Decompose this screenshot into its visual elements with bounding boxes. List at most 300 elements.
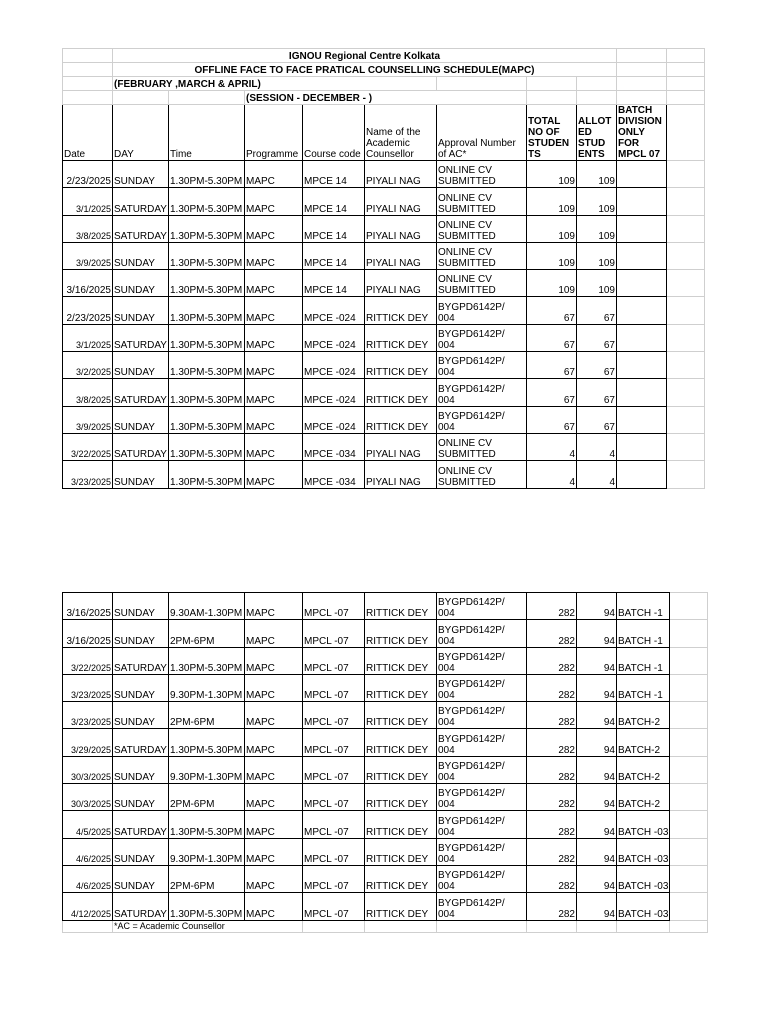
total-students-cell: 109 xyxy=(527,270,577,297)
header-session: (SESSION - DECEMBER - ) xyxy=(245,91,527,105)
programme-cell: MAPC xyxy=(245,865,303,892)
col-header-day: DAY xyxy=(113,105,169,161)
empty-cell xyxy=(667,379,705,406)
empty-cell xyxy=(667,242,705,269)
day-cell: SATURDAY xyxy=(113,433,169,460)
counsellor-cell: PIYALI NAG xyxy=(365,270,437,297)
day-cell: SUNDAY xyxy=(113,838,169,865)
counsellor-cell: RITTICK DEY xyxy=(365,647,437,674)
time-cell: 1.30PM-5.30PM xyxy=(169,433,245,460)
approval-line-1: BYGPD6142P/ xyxy=(438,651,505,663)
time-cell: 1.30PM-5.30PM xyxy=(169,406,245,433)
batch-cell xyxy=(617,461,667,488)
time-cell: 2PM-6PM xyxy=(169,865,245,892)
counsellor-cell: PIYALI NAG xyxy=(365,188,437,215)
approval-line-1: BYGPD6142P/ xyxy=(438,383,505,395)
approval-line-2: SUBMITTED xyxy=(438,176,496,188)
date-cell: 3/16/2025 xyxy=(63,593,113,620)
time-cell: 1.30PM-5.30PM xyxy=(169,215,245,242)
counsellor-cell: PIYALI NAG xyxy=(365,242,437,269)
date-cell: 3/1/2025 xyxy=(63,324,113,351)
total-students-cell: 282 xyxy=(527,838,577,865)
date-cell: 3/9/2025 xyxy=(63,406,113,433)
approval-cell xyxy=(437,756,527,783)
batch-cell xyxy=(617,161,667,188)
date-cell: 3/8/2025 xyxy=(63,379,113,406)
allotted-students-cell: 109 xyxy=(577,188,617,215)
approval-cell xyxy=(437,784,527,811)
day-cell: SUNDAY xyxy=(113,270,169,297)
total-students-cell: 282 xyxy=(527,729,577,756)
table-row xyxy=(63,729,708,756)
allotted-students-cell: 94 xyxy=(577,838,617,865)
total-students-cell: 282 xyxy=(527,811,577,838)
col-header-allotted: ALLOT ED STUD ENTS xyxy=(577,105,617,161)
course-code-cell: MPCE -024 xyxy=(303,297,365,324)
approval-cell xyxy=(437,297,527,324)
schedule-table-1 xyxy=(62,48,705,489)
day-cell: SUNDAY xyxy=(113,406,169,433)
approval-line-2: 004 xyxy=(438,312,455,324)
total-students-cell: 67 xyxy=(527,379,577,406)
day-cell: SATURDAY xyxy=(113,729,169,756)
approval-cell xyxy=(437,242,527,269)
counsellor-cell: RITTICK DEY xyxy=(365,379,437,406)
time-cell: 1.30PM-5.30PM xyxy=(169,729,245,756)
counsellor-cell: RITTICK DEY xyxy=(365,865,437,892)
time-cell: 1.30PM-5.30PM xyxy=(169,893,245,920)
time-cell: 9.30AM-1.30PM xyxy=(169,593,245,620)
total-students-cell: 67 xyxy=(527,406,577,433)
empty-cell xyxy=(667,324,705,351)
approval-cell xyxy=(437,161,527,188)
counsellor-cell: PIYALI NAG xyxy=(365,215,437,242)
total-students-cell: 109 xyxy=(527,242,577,269)
table-row xyxy=(63,297,705,324)
empty-cell xyxy=(667,270,705,297)
time-cell: 9.30PM-1.30PM xyxy=(169,756,245,783)
time-cell: 9.30PM-1.30PM xyxy=(169,674,245,701)
counsellor-cell: PIYALI NAG xyxy=(365,161,437,188)
empty-cell xyxy=(670,702,708,729)
programme-cell: MAPC xyxy=(245,674,303,701)
day-cell: SATURDAY xyxy=(113,811,169,838)
allotted-students-cell: 94 xyxy=(577,784,617,811)
batch-cell: BATCH -1 xyxy=(617,593,670,620)
approval-line-2: SUBMITTED xyxy=(438,258,496,270)
programme-cell: MAPC xyxy=(245,461,303,488)
table-row xyxy=(63,647,708,674)
empty-cell xyxy=(670,865,708,892)
table-row xyxy=(63,893,708,920)
allotted-students-cell: 94 xyxy=(577,729,617,756)
approval-cell xyxy=(437,702,527,729)
course-code-cell: MPCL -07 xyxy=(303,756,365,783)
date-cell: 3/23/2025 xyxy=(63,702,113,729)
time-cell: 1.30PM-5.30PM xyxy=(169,270,245,297)
counsellor-cell: RITTICK DEY xyxy=(365,784,437,811)
programme-cell: MAPC xyxy=(245,756,303,783)
table-row xyxy=(63,188,705,215)
table-row xyxy=(63,461,705,488)
allotted-students-cell: 4 xyxy=(577,461,617,488)
time-cell: 1.30PM-5.30PM xyxy=(169,461,245,488)
day-cell: SUNDAY xyxy=(113,297,169,324)
programme-cell: MAPC xyxy=(245,593,303,620)
approval-line-1: BYGPD6142P/ xyxy=(438,870,505,882)
course-code-cell: MPCE -024 xyxy=(303,352,365,379)
approval-line-2: SUBMITTED xyxy=(438,449,496,461)
approval-line-1: ONLINE CV xyxy=(438,192,492,204)
date-cell: 30/3/2025 xyxy=(63,756,113,783)
batch-cell xyxy=(617,352,667,379)
batch-cell xyxy=(617,433,667,460)
allotted-students-cell: 94 xyxy=(577,593,617,620)
programme-cell: MAPC xyxy=(245,702,303,729)
approval-cell xyxy=(437,647,527,674)
approval-line-1: BYGPD6142P/ xyxy=(438,897,505,909)
course-code-cell: MPCL -07 xyxy=(303,811,365,838)
allotted-students-cell: 109 xyxy=(577,215,617,242)
empty-cell xyxy=(667,188,705,215)
programme-cell: MAPC xyxy=(245,838,303,865)
allotted-students-cell: 67 xyxy=(577,324,617,351)
batch-cell: BATCH -1 xyxy=(617,647,670,674)
time-cell: 2PM-6PM xyxy=(169,702,245,729)
programme-cell: MAPC xyxy=(245,433,303,460)
total-students-cell: 67 xyxy=(527,352,577,379)
date-cell: 3/23/2025 xyxy=(63,461,113,488)
allotted-students-cell: 94 xyxy=(577,811,617,838)
col-header-course: Course code xyxy=(303,105,365,161)
total-students-cell: 282 xyxy=(527,865,577,892)
date-cell: 3/9/2025 xyxy=(63,242,113,269)
approval-cell xyxy=(437,838,527,865)
course-code-cell: MPCE 14 xyxy=(303,188,365,215)
course-code-cell: MPCE -034 xyxy=(303,433,365,460)
day-cell: SATURDAY xyxy=(113,379,169,406)
empty-cell xyxy=(667,161,705,188)
allotted-students-cell: 94 xyxy=(577,865,617,892)
day-cell: SUNDAY xyxy=(113,702,169,729)
date-cell: 3/8/2025 xyxy=(63,215,113,242)
day-cell: SUNDAY xyxy=(113,593,169,620)
batch-cell xyxy=(617,379,667,406)
counsellor-cell: RITTICK DEY xyxy=(365,593,437,620)
batch-cell xyxy=(617,188,667,215)
approval-line-1: ONLINE CV xyxy=(438,465,492,477)
time-cell: 1.30PM-5.30PM xyxy=(169,297,245,324)
batch-cell: BATCH-2 xyxy=(617,702,670,729)
table-row xyxy=(63,215,705,242)
counsellor-cell: RITTICK DEY xyxy=(365,811,437,838)
empty-cell xyxy=(670,620,708,647)
day-cell: SATURDAY xyxy=(113,188,169,215)
programme-cell: MAPC xyxy=(245,406,303,433)
batch-cell: BATCH-2 xyxy=(617,784,670,811)
course-code-cell: MPCE 14 xyxy=(303,270,365,297)
counsellor-cell: RITTICK DEY xyxy=(365,729,437,756)
counsellor-cell: PIYALI NAG xyxy=(365,433,437,460)
course-code-cell: MPCL -07 xyxy=(303,865,365,892)
allotted-students-cell: 94 xyxy=(577,893,617,920)
course-code-cell: MPCL -07 xyxy=(303,838,365,865)
approval-line-1: BYGPD6142P/ xyxy=(438,597,505,609)
time-cell: 1.30PM-5.30PM xyxy=(169,188,245,215)
col-header-time: Time xyxy=(169,105,245,161)
counsellor-cell: RITTICK DEY xyxy=(365,702,437,729)
approval-line-1: ONLINE CV xyxy=(438,274,492,286)
date-cell: 3/16/2025 xyxy=(63,620,113,647)
empty-cell xyxy=(670,674,708,701)
col-header-counsellor: Name of the Academic Counsellor xyxy=(365,105,437,161)
total-students-cell: 282 xyxy=(527,784,577,811)
approval-line-2: 004 xyxy=(438,799,455,811)
table-row xyxy=(63,379,705,406)
course-code-cell: MPCE -024 xyxy=(303,379,365,406)
header-months: (FEBRUARY ,MARCH & APRIL) xyxy=(113,77,437,91)
allotted-students-cell: 109 xyxy=(577,161,617,188)
approval-line-1: ONLINE CV xyxy=(438,165,492,177)
approval-cell xyxy=(437,811,527,838)
approval-line-2: 004 xyxy=(438,340,455,352)
approval-line-1: BYGPD6142P/ xyxy=(438,842,505,854)
empty-cell xyxy=(667,461,705,488)
total-students-cell: 282 xyxy=(527,593,577,620)
total-students-cell: 109 xyxy=(527,188,577,215)
approval-cell xyxy=(437,433,527,460)
total-students-cell: 67 xyxy=(527,297,577,324)
approval-line-1: BYGPD6142P/ xyxy=(438,301,505,313)
course-code-cell: MPCL -07 xyxy=(303,729,365,756)
date-cell: 3/16/2025 xyxy=(63,270,113,297)
counsellor-cell: RITTICK DEY xyxy=(365,620,437,647)
table-row xyxy=(63,352,705,379)
col-header-batch: BATCH DIVISION ONLY FOR MPCL 07 xyxy=(617,105,667,161)
batch-cell: BATCH -1 xyxy=(617,674,670,701)
day-cell: SATURDAY xyxy=(113,324,169,351)
time-cell: 1.30PM-5.30PM xyxy=(169,647,245,674)
date-cell: 3/23/2025 xyxy=(63,674,113,701)
total-students-cell: 4 xyxy=(527,461,577,488)
total-students-cell: 282 xyxy=(527,756,577,783)
approval-cell xyxy=(437,324,527,351)
date-cell: 2/23/2025 xyxy=(63,297,113,324)
course-code-cell: MPCE -024 xyxy=(303,406,365,433)
time-cell: 2PM-6PM xyxy=(169,784,245,811)
programme-cell: MAPC xyxy=(245,270,303,297)
total-students-cell: 67 xyxy=(527,324,577,351)
table-row xyxy=(63,406,705,433)
approval-cell xyxy=(437,215,527,242)
date-cell: 2/23/2025 xyxy=(63,161,113,188)
approval-line-2: SUBMITTED xyxy=(438,285,496,297)
approval-cell xyxy=(437,352,527,379)
col-header-programme: Programme xyxy=(245,105,303,161)
approval-line-2: 004 xyxy=(438,421,455,433)
batch-cell: BATCH-2 xyxy=(617,729,670,756)
course-code-cell: MPCL -07 xyxy=(303,784,365,811)
approval-cell xyxy=(437,893,527,920)
course-code-cell: MPCE -034 xyxy=(303,461,365,488)
allotted-students-cell: 67 xyxy=(577,352,617,379)
course-code-cell: MPCL -07 xyxy=(303,674,365,701)
approval-line-2: SUBMITTED xyxy=(438,476,496,488)
allotted-students-cell: 94 xyxy=(577,647,617,674)
batch-cell xyxy=(617,242,667,269)
approval-line-2: 004 xyxy=(438,690,455,702)
total-students-cell: 282 xyxy=(527,620,577,647)
time-cell: 2PM-6PM xyxy=(169,620,245,647)
day-cell: SATURDAY xyxy=(113,647,169,674)
allotted-students-cell: 4 xyxy=(577,433,617,460)
counsellor-cell: RITTICK DEY xyxy=(365,297,437,324)
programme-cell: MAPC xyxy=(245,784,303,811)
time-cell: 1.30PM-5.30PM xyxy=(169,242,245,269)
time-cell: 1.30PM-5.30PM xyxy=(169,352,245,379)
col-header-date: Date xyxy=(63,105,113,161)
time-cell: 9.30PM-1.30PM xyxy=(169,838,245,865)
empty-cell xyxy=(667,215,705,242)
empty-cell xyxy=(670,756,708,783)
table-row xyxy=(63,242,705,269)
day-cell: SUNDAY xyxy=(113,674,169,701)
table-row xyxy=(63,324,705,351)
course-code-cell: MPCL -07 xyxy=(303,647,365,674)
approval-line-1: ONLINE CV xyxy=(438,247,492,259)
day-cell: SUNDAY xyxy=(113,242,169,269)
date-cell: 3/1/2025 xyxy=(63,188,113,215)
day-cell: SUNDAY xyxy=(113,161,169,188)
approval-line-1: BYGPD6142P/ xyxy=(438,410,505,422)
allotted-students-cell: 109 xyxy=(577,270,617,297)
day-cell: SUNDAY xyxy=(113,756,169,783)
day-cell: SUNDAY xyxy=(113,461,169,488)
counsellor-cell: RITTICK DEY xyxy=(365,674,437,701)
approval-line-2: SUBMITTED xyxy=(438,203,496,215)
date-cell: 4/12/2025 xyxy=(63,893,113,920)
approval-line-1: BYGPD6142P/ xyxy=(438,329,505,341)
approval-line-2: 004 xyxy=(438,853,455,865)
date-cell: 3/22/2025 xyxy=(63,647,113,674)
table-row xyxy=(63,811,708,838)
date-cell: 4/6/2025 xyxy=(63,838,113,865)
course-code-cell: MPCE -024 xyxy=(303,324,365,351)
approval-cell xyxy=(437,188,527,215)
approval-line-1: BYGPD6142P/ xyxy=(438,788,505,800)
approval-line-2: 004 xyxy=(438,772,455,784)
approval-line-2: 004 xyxy=(438,717,455,729)
total-students-cell: 4 xyxy=(527,433,577,460)
table-row xyxy=(63,161,705,188)
total-students-cell: 282 xyxy=(527,702,577,729)
programme-cell: MAPC xyxy=(245,379,303,406)
approval-cell xyxy=(437,593,527,620)
day-cell: SUNDAY xyxy=(113,865,169,892)
programme-cell: MAPC xyxy=(245,242,303,269)
date-cell: 4/5/2025 xyxy=(63,811,113,838)
counsellor-cell: RITTICK DEY xyxy=(365,756,437,783)
allotted-students-cell: 67 xyxy=(577,379,617,406)
day-cell: SUNDAY xyxy=(113,784,169,811)
approval-line-1: BYGPD6142P/ xyxy=(438,815,505,827)
approval-line-2: SUBMITTED xyxy=(438,230,496,242)
table-row xyxy=(63,593,708,620)
date-cell: 3/2/2025 xyxy=(63,352,113,379)
total-students-cell: 109 xyxy=(527,215,577,242)
empty-cell xyxy=(667,297,705,324)
time-cell: 1.30PM-5.30PM xyxy=(169,379,245,406)
day-cell: SATURDAY xyxy=(113,893,169,920)
table-row xyxy=(63,702,708,729)
approval-cell xyxy=(437,620,527,647)
batch-cell: BATCH -03 xyxy=(617,893,670,920)
approval-line-2: 004 xyxy=(438,608,455,620)
course-code-cell: MPCE 14 xyxy=(303,215,365,242)
empty-cell xyxy=(670,647,708,674)
approval-cell xyxy=(437,379,527,406)
programme-cell: MAPC xyxy=(245,161,303,188)
counsellor-cell: RITTICK DEY xyxy=(365,406,437,433)
programme-cell: MAPC xyxy=(245,324,303,351)
date-cell: 30/3/2025 xyxy=(63,784,113,811)
approval-line-1: ONLINE CV xyxy=(438,438,492,450)
batch-cell: BATCH-2 xyxy=(617,756,670,783)
programme-cell: MAPC xyxy=(245,811,303,838)
total-students-cell: 109 xyxy=(527,161,577,188)
table-row xyxy=(63,865,708,892)
date-cell: 3/29/2025 xyxy=(63,729,113,756)
counsellor-cell: RITTICK DEY xyxy=(365,352,437,379)
empty-cell xyxy=(670,729,708,756)
empty-cell xyxy=(667,352,705,379)
programme-cell: MAPC xyxy=(245,215,303,242)
total-students-cell: 282 xyxy=(527,647,577,674)
counsellor-cell: RITTICK DEY xyxy=(365,893,437,920)
empty-cell xyxy=(667,433,705,460)
approval-line-2: 004 xyxy=(438,367,455,379)
approval-line-2: 004 xyxy=(438,635,455,647)
course-code-cell: MPCE 14 xyxy=(303,161,365,188)
approval-line-2: 004 xyxy=(438,662,455,674)
total-students-cell: 282 xyxy=(527,674,577,701)
header-title: IGNOU Regional Centre Kolkata xyxy=(113,49,617,63)
approval-cell xyxy=(437,406,527,433)
course-code-cell: MPCL -07 xyxy=(303,620,365,647)
time-cell: 1.30PM-5.30PM xyxy=(169,161,245,188)
approval-line-2: 004 xyxy=(438,908,455,920)
allotted-students-cell: 109 xyxy=(577,242,617,269)
batch-cell xyxy=(617,406,667,433)
empty-cell xyxy=(670,838,708,865)
approval-line-1: BYGPD6142P/ xyxy=(438,624,505,636)
table-row xyxy=(63,756,708,783)
allotted-students-cell: 67 xyxy=(577,297,617,324)
empty-cell xyxy=(670,593,708,620)
approval-line-1: BYGPD6142P/ xyxy=(438,679,505,691)
approval-cell xyxy=(437,461,527,488)
programme-cell: MAPC xyxy=(245,297,303,324)
course-code-cell: MPCL -07 xyxy=(303,593,365,620)
course-code-cell: MPCL -07 xyxy=(303,702,365,729)
approval-line-1: BYGPD6142P/ xyxy=(438,733,505,745)
approval-line-1: BYGPD6142P/ xyxy=(438,761,505,773)
programme-cell: MAPC xyxy=(245,647,303,674)
batch-cell xyxy=(617,215,667,242)
col-header-approval: Approval Number of AC* xyxy=(437,105,527,161)
total-students-cell: 282 xyxy=(527,893,577,920)
col-header-total: TOTAL NO OF STUDEN TS xyxy=(527,105,577,161)
